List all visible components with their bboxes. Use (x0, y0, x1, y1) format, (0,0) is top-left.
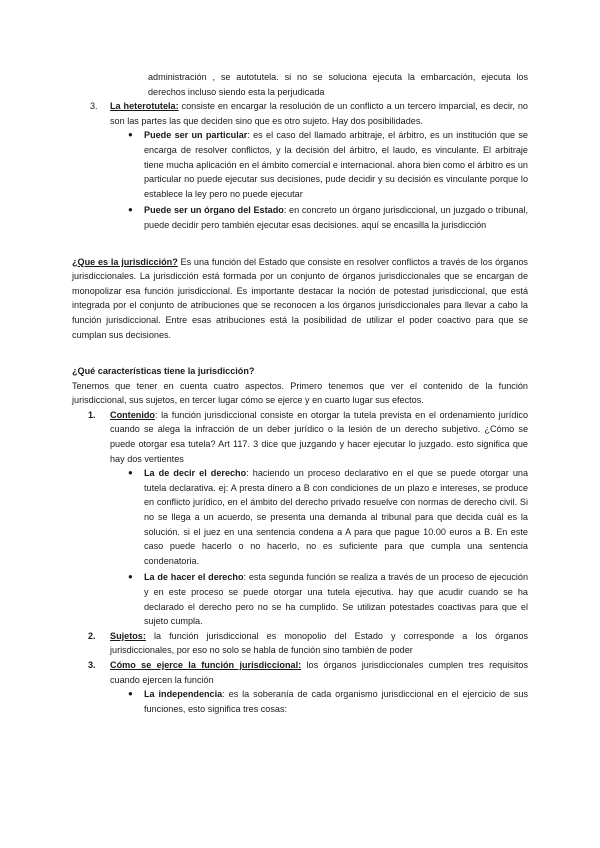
jurisdiccion-question: ¿Que es la jurisdicción? (72, 256, 178, 267)
jurisdiccion-text: Es una función del Estado que consiste en resolver conflictos a través de los órganos jurisdiccionales. La jurisdicción está formada por un conjunto de órganos jurisdiccionales que se encargan de monopolizar esa función jurisdiccional. Es importante destacar la noción de potestad jurisdiccional, que está integrada por el conjunto de atribuciones que se reconocen a los órganos jurisdiccionales para llevar a cabo la función jurisdiccional. Entre esas atribuciones está la posibilidad de utilizar el poder coactivo para que se cumplan sus decisiones. (72, 256, 528, 340)
heterotutela-title: La heterotutela: (110, 101, 179, 112)
como-se-ejerce-bullets (128, 687, 529, 716)
bullet-title: Puede ser un órgano del Estado (144, 205, 284, 216)
contenido-text: : la función jurisdiccional consiste en otorgar la tutela prevista en el ordenamiento jurídico cuando se alega la infracción de un deber jurídico o la lesión de un derecho subjetivo. ¿Cómo se puede otorgar esa tutela? Art 117. 3 dice que juzgando y hacer ejecutar lo juzgado. esto significa que hay dos vertientes (110, 409, 528, 464)
bullet-icon: ● (128, 130, 133, 140)
top-continuation: administración , se autotutela. si no se soluciona ejecuta la embarcación, ejecuta los derechos incluso siendo esta la perjudicada (148, 72, 528, 97)
list-item-contenido (88, 408, 528, 466)
bullet-title: La de decir el derecho (144, 468, 247, 479)
bullet-text: : en concreto un órgano jurisdiccional, un juzgado o tribunal, puede decidir pero también ejecutar esas decisiones. aquí se encasilla la jurisdicción (144, 205, 528, 230)
bullet-decir-derecho (128, 466, 529, 568)
bullet-text: : es la soberanía de cada organismo jurisdiccional en el ejercicio de sus funciones, esto significa tres cosas: (144, 689, 529, 714)
list-item-heterotutela (90, 99, 528, 128)
list-number: 2. (88, 630, 96, 641)
bullet-icon: ● (128, 689, 133, 699)
list-item-como-se-ejerce (88, 658, 528, 687)
bullet-hacer-derecho (128, 570, 528, 628)
list-number: 1. (88, 409, 96, 420)
bullet-title: Puede ser un particular (144, 130, 248, 141)
list-number: 3. (88, 659, 96, 670)
sujetos-text: la función jurisdiccional es monopolio del Estado y corresponde a los órganos jurisdiccionales, por eso no solo se habla de función sino también de poder (110, 630, 528, 656)
bullet-independencia (128, 687, 529, 716)
contenido-title: Contenido (110, 409, 155, 420)
bullet-icon: ● (128, 572, 133, 582)
list-number: 3. (90, 101, 98, 112)
heterotutela-bullets (128, 128, 528, 232)
como-se-ejerce-title: Cómo se ejerce la función jurisdiccional: (110, 659, 302, 670)
bullet-organo-estado (128, 203, 528, 232)
caracteristicas-intro: Tenemos que tener en cuenta cuatro aspectos. Primero tenemos que ver el contenido de la función jurisdiccional, sus sujetos, en tercer lugar cómo se ejerce y en cuarto lugar sus efectos. (72, 380, 528, 406)
contenido-bullets (128, 466, 529, 629)
bullet-text: : es el caso del llamado arbitraje, el árbitro, es un institución que se encarga de resolver conflictos, y la decisión del árbitro, el laudo, es vinculante. El arbitraje tiene mucha aplicación en el ámbito comercial e internacional. ahora bien como el árbitro es un particular no puede ejecutar sus decisiones, pude decidir y su decisión es vinculante porque lo establece la ley pero no puede ejecutar (144, 130, 528, 199)
como-se-ejerce-text: los órganos jurisdiccionales cumplen tres requisitos cuando ejercen la función (110, 659, 528, 685)
caracteristicas-heading: ¿Qué características tiene la jurisdicción? (72, 366, 255, 377)
sujetos-title: Sujetos: (110, 630, 146, 641)
bullet-particular (128, 128, 528, 201)
bullet-icon: ● (128, 205, 133, 215)
bullet-title: La independencia (144, 689, 223, 700)
document-page (72, 70, 528, 716)
heterotutela-text: consiste en encargar la resolución de un conflicto a un tercero imparcial, es decir, no son las partes las que deciden sino que es otro sujeto. Hay dos posibilidades. (110, 101, 528, 126)
bullet-icon: ● (128, 468, 133, 478)
heterotutela-paragraph (110, 99, 528, 128)
jurisdiccion-paragraph (72, 255, 528, 343)
list-item-sujetos (88, 629, 528, 658)
bullet-text: : esta segunda función se realiza a través de un proceso de ejecución y en este proceso se puede otorgar una tutela ejecutiva. hay que acudir cuando se ha declarado el derecho pero no se ha cumplido. Se utilizan potestades coactivas para que el sujeto cumpla. (144, 572, 528, 627)
bullet-text: : haciendo un proceso declarativo en el que se puede otorgar una tutela declarativa. ej: A presta dinero a B con condiciones de un plazo e intereses, se produce en conflicto jurídico, en el ámbito del derecho privado resuelve con normas de derecho civil. Si no se llega a un acuerdo, se presenta una demanda al tribunal para que decida cuál es la solución. si el juez en una sentencia condena a A para que pague 10.00 euros a B. En este caso puede hacerlo o no hacerlo, no es suficiente para que cumpla una sentencia condenatoria. (144, 468, 529, 566)
bullet-title: La de hacer el derecho (144, 572, 244, 583)
